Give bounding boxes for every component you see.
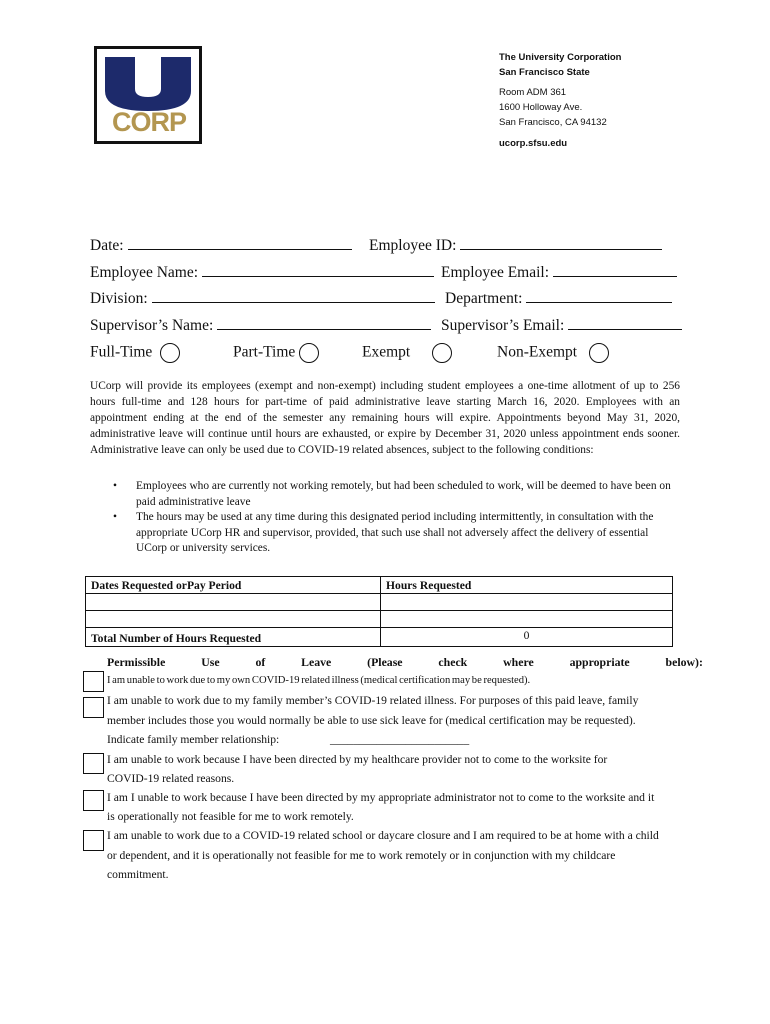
date-line[interactable]	[128, 236, 352, 250]
option-family-illness-line2: member includes those you would normally be able to use sick leave for (medical certification may be requested).	[107, 714, 636, 727]
division-line[interactable]	[152, 289, 435, 303]
perm-word: appropriate	[569, 655, 630, 669]
date-field[interactable]	[90, 236, 352, 255]
org-website: ucorp.sfsu.edu	[499, 138, 568, 149]
org-city: San Francisco, CA 94132	[499, 117, 607, 128]
perm-word: of	[255, 655, 266, 669]
employee-email-label: Employee Email:	[441, 264, 550, 281]
total-label: Total Number of Hours Requested	[86, 628, 381, 647]
condition-item: • The hours may be used at any time during this designated period including intermittently, in consultation with the appropriate UCorp HR and supervisor, provided, that such use shall not adversely affect the delivery of essential UCorp or university services.	[110, 510, 680, 557]
hours-cell[interactable]	[381, 611, 673, 628]
permissible-header	[107, 655, 703, 670]
date-label: Date:	[90, 237, 124, 254]
option-healthcare-line1: I am unable to work because I have been directed by my healthcare provider not to come to the worksite for	[107, 753, 608, 766]
supervisor-email-line[interactable]	[568, 316, 682, 330]
perm-word: Leave	[301, 655, 332, 669]
perm-word: where	[503, 655, 534, 669]
non-exempt-radio[interactable]	[589, 343, 609, 363]
org-name: The University Corporation	[499, 52, 622, 63]
employee-name-field[interactable]	[90, 263, 434, 282]
hours-cell[interactable]	[381, 594, 673, 611]
option-family-illness-line1: I am unable to work due to my family member’s COVID-19 related illness. For purposes of this paid leave, family	[107, 694, 639, 707]
option-school-closure-line1: I am unable to work due to a COVID-19 related school or daycare closure and I am required to be at home with a child	[107, 829, 659, 842]
employee-name-label: Employee Name:	[90, 264, 199, 281]
full-time-option[interactable]	[90, 343, 180, 363]
supervisor-email-field[interactable]	[441, 316, 682, 335]
own-illness-checkbox[interactable]	[83, 671, 104, 692]
hours-header: Hours Requested	[381, 577, 673, 594]
supervisor-name-line[interactable]	[217, 316, 431, 330]
option-healthcare-line2: COVID-19 related reasons.	[107, 772, 235, 785]
non-exempt-option[interactable]	[497, 343, 609, 363]
table-row	[86, 611, 673, 628]
full-time-label: Full-Time	[90, 343, 153, 361]
org-room: Room ADM 361	[499, 87, 567, 98]
conditions-list	[110, 479, 680, 557]
exempt-option[interactable]	[362, 343, 452, 363]
org-street: 1600 Holloway Ave.	[499, 102, 583, 113]
school-closure-checkbox[interactable]	[83, 830, 104, 851]
department-field[interactable]	[445, 289, 672, 308]
org-school: San Francisco State	[499, 67, 590, 78]
perm-word: Permissible	[107, 655, 166, 669]
employee-id-label: Employee ID:	[369, 237, 457, 254]
hours-table	[85, 576, 673, 647]
employee-email-field[interactable]	[441, 263, 677, 282]
family-relationship-label: Indicate family member relationship:	[107, 733, 280, 746]
family-relationship-blank[interactable]: ________________________	[330, 733, 470, 746]
dates-cell[interactable]	[86, 611, 381, 628]
family-illness-checkbox[interactable]	[83, 697, 104, 718]
table-row	[86, 594, 673, 611]
intro-paragraph: UCorp will provide its employees (exempt and non-exempt) including student employees a one-time allotment of up to 256 hours full-time and 128 hours for part-time of paid administrative leave starting March 16, 2020. Employees with an appointment ending at the end of the semester any remaining hours will expire. Appointments beyond May 31, 2020, administrative leave will continue until hours are exhausted, or expire by December 31, 2020 unless appointment ends sooner. Administrative leave can only be used due to COVID-19 related absences, subject to the following conditions:	[90, 380, 680, 456]
u-letter-icon	[101, 55, 195, 111]
supervisor-name-field[interactable]	[90, 316, 431, 335]
perm-word: check	[438, 655, 468, 669]
perm-word: (Please	[367, 655, 403, 669]
exempt-label: Exempt	[362, 343, 411, 361]
division-label: Division:	[90, 290, 148, 307]
supervisor-email-label: Supervisor’s Email:	[441, 317, 565, 334]
dates-cell[interactable]	[86, 594, 381, 611]
logo-corp-text: CORP	[111, 107, 186, 137]
option-school-closure-line3: commitment.	[107, 868, 169, 881]
department-label: Department:	[445, 290, 523, 307]
administrator-checkbox[interactable]	[83, 790, 104, 811]
perm-word: below):	[665, 655, 703, 669]
dates-header: Dates Requested orPay Period	[86, 577, 381, 594]
perm-word: Use	[201, 655, 220, 669]
employee-id-field[interactable]	[369, 236, 662, 255]
option-own-illness: I am unable to work due to my own COVID-19 related illness (medical certification may be requested).	[107, 675, 531, 686]
condition-item: • Employees who are currently not working remotely, but had been scheduled to work, will be deemed to have been on paid administrative leave	[110, 479, 680, 510]
exempt-radio[interactable]	[432, 343, 452, 363]
employee-email-line[interactable]	[553, 263, 677, 277]
department-line[interactable]	[526, 289, 672, 303]
part-time-radio[interactable]	[299, 343, 319, 363]
healthcare-provider-checkbox[interactable]	[83, 753, 104, 774]
non-exempt-label: Non-Exempt	[497, 343, 578, 361]
total-value: 0	[381, 628, 673, 647]
option-school-closure-line2: or dependent, and it is operationally not feasible for me to work remotely or in conjunction with my childcare	[107, 849, 616, 862]
option-administrator-line2: is operationally not feasible for me to work remotely.	[107, 810, 354, 823]
ucorp-logo	[94, 46, 202, 144]
option-administrator-line1: I am I unable to work because I have been directed by my appropriate administrator not to come to the worksite and it	[107, 791, 655, 804]
employee-id-line[interactable]	[460, 236, 662, 250]
part-time-option[interactable]	[233, 343, 319, 363]
full-time-radio[interactable]	[160, 343, 180, 363]
supervisor-name-label: Supervisor’s Name:	[90, 317, 214, 334]
division-field[interactable]	[90, 289, 435, 308]
employee-name-line[interactable]	[202, 263, 434, 277]
part-time-label: Part-Time	[233, 343, 296, 361]
